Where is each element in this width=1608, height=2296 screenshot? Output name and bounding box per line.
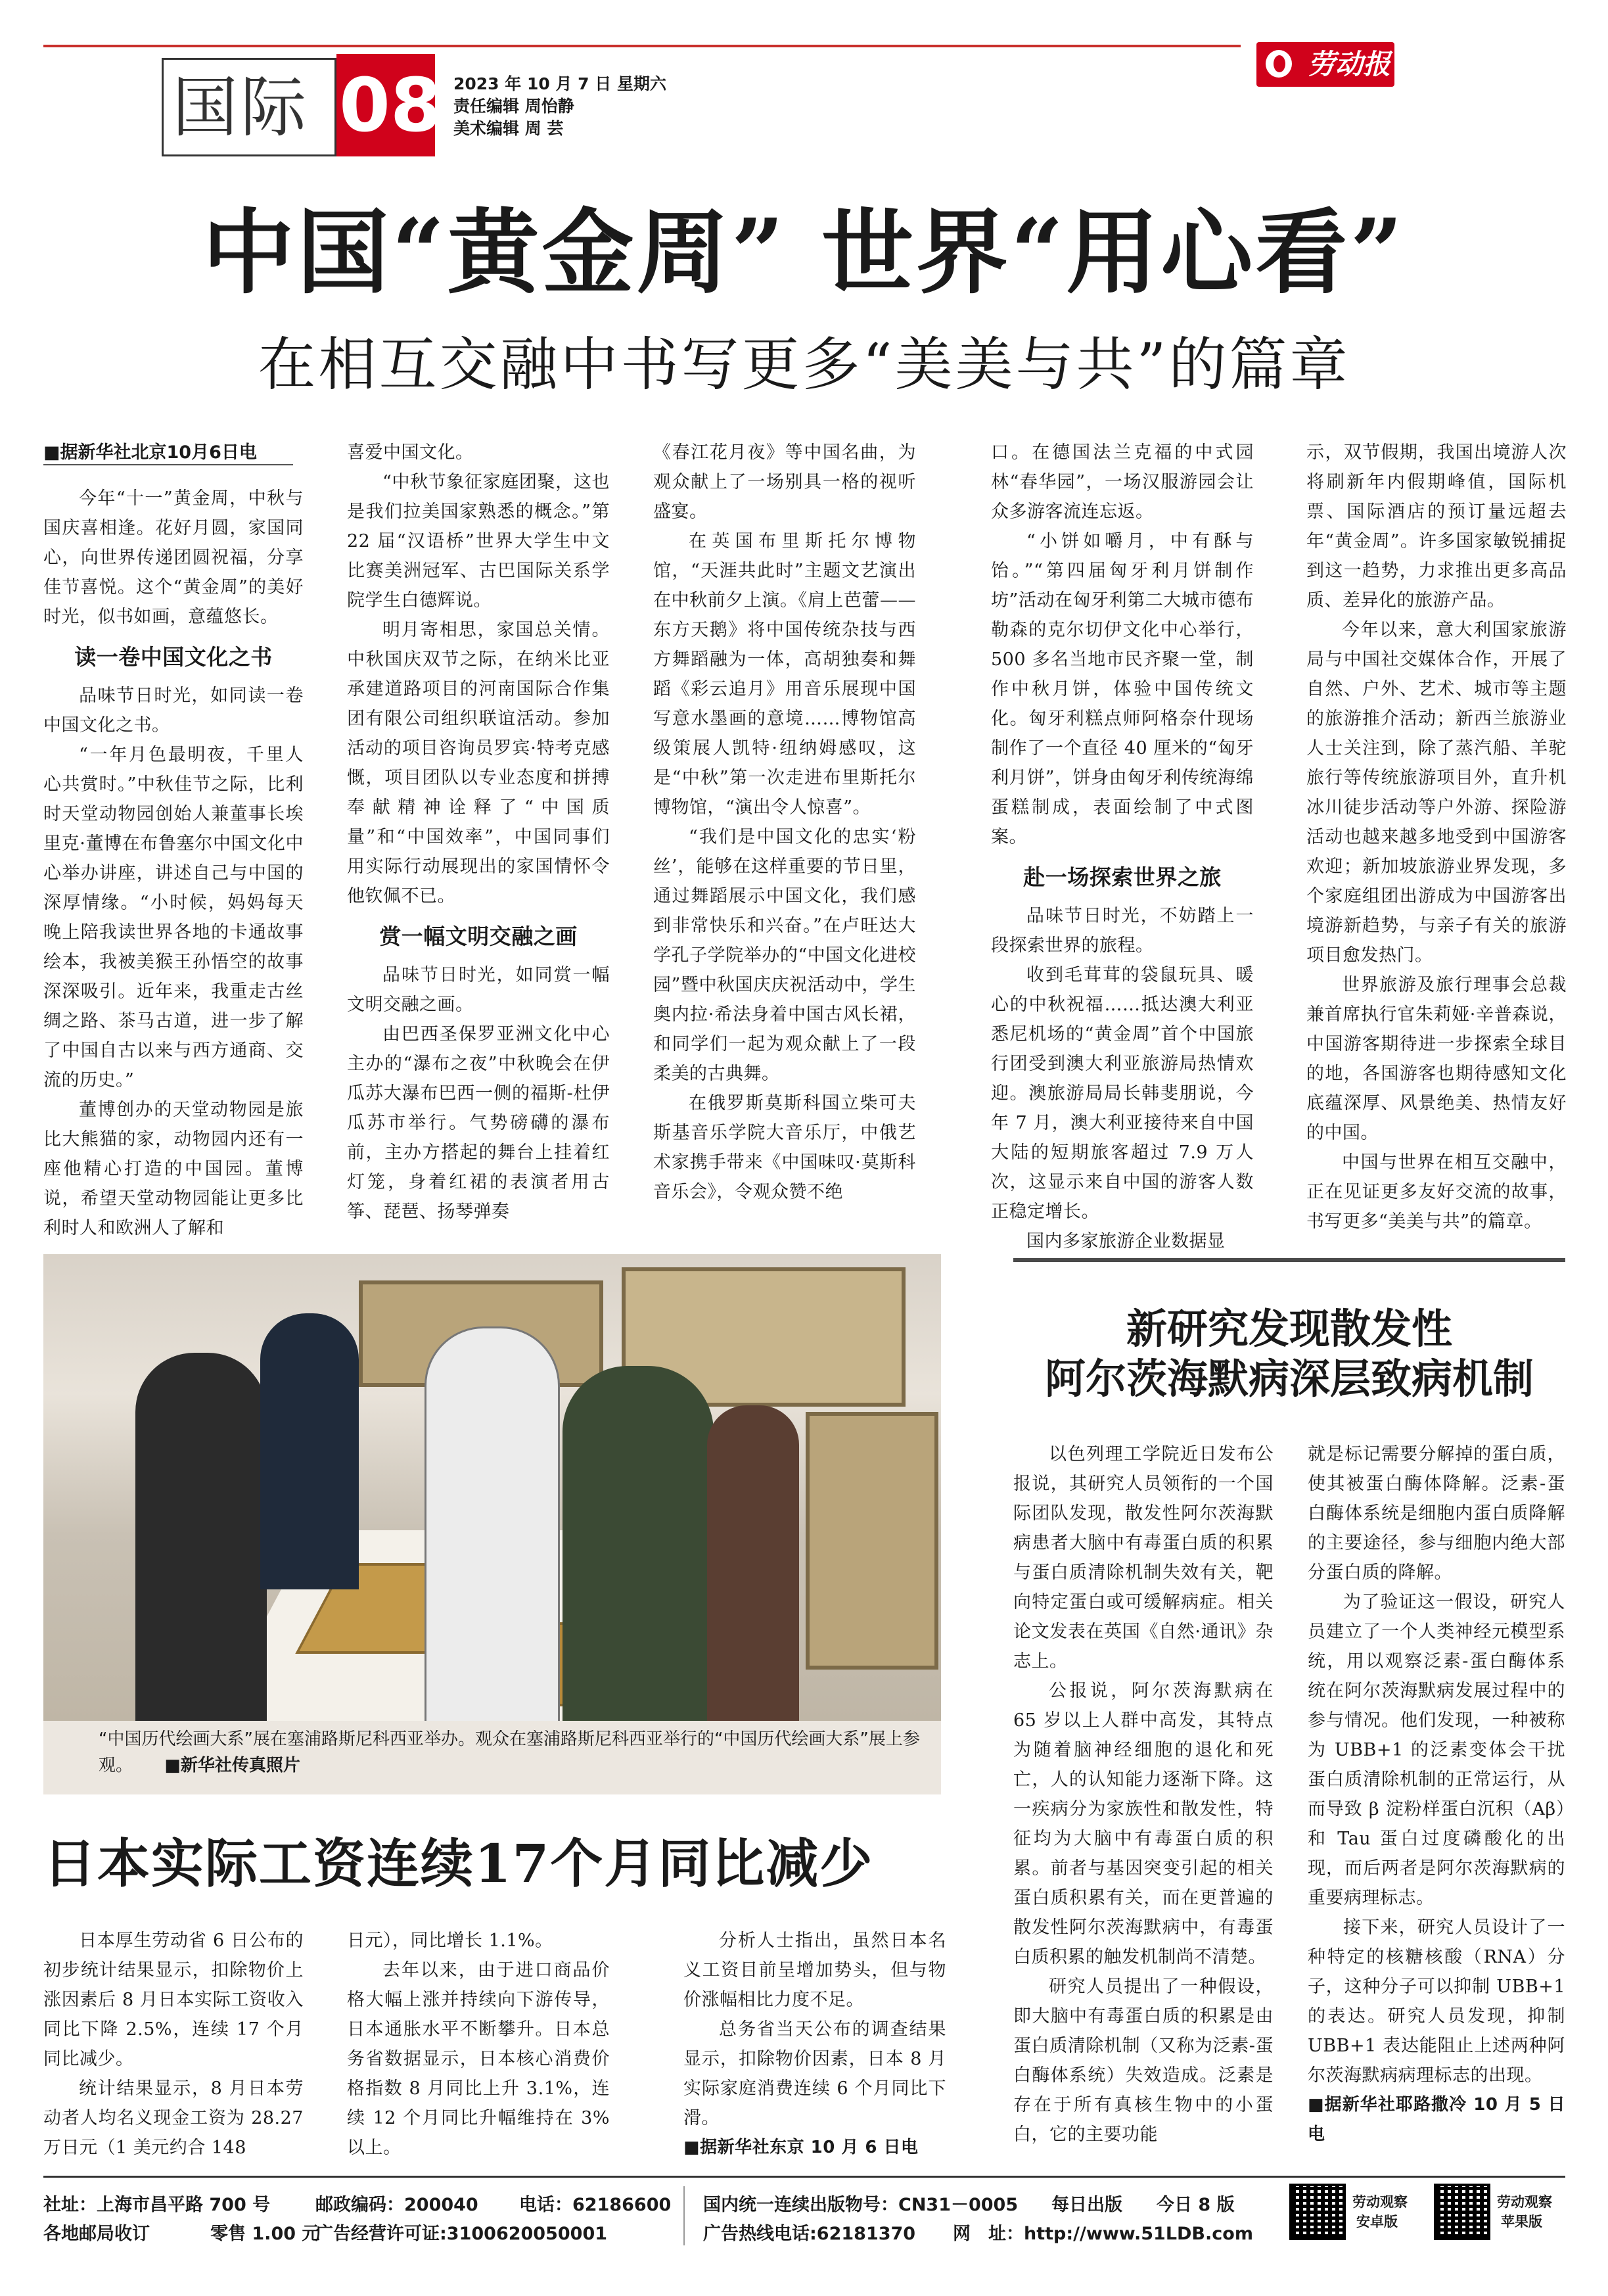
paper-name: 劳动报 <box>1308 48 1391 80</box>
alz-credit: ■据新华社耶路撒冷 10 月 5 日电 <box>1308 2095 1565 2144</box>
paragraph: 收到毛茸茸的袋鼠玩具、暖心的中秋祝福……抵达澳大利亚悉尼机场的“黄金周”首个中国旅行团受到澳大利亚旅游局热情欢迎。澳旅游局局长韩斐朋说，今年 7 月，澳大利亚接待来自中国大陆的短期旅客超过 7.9 万人次，这显示来自中国的游客人数正稳定增长。 <box>991 965 1254 1222</box>
japan-headline: 日本实际工资连续17个月同比减少 <box>43 1833 874 1894</box>
paragraph: “中秋节象征家庭团聚，这也是我们拉美国家熟悉的概念。”第 22 届“汉语桥”世界大学生中文比赛美洲冠军、古巴国际关系学院学生白德辉说。 <box>347 472 610 611</box>
footer-website: 网 址：http://www.51LDB.com <box>953 2224 1253 2244</box>
visitor <box>563 1366 714 1721</box>
alz-headline-1: 新研究发现散发性 <box>1126 1305 1452 1353</box>
lead-column-4 <box>991 438 1254 1256</box>
paragraph: 由巴西圣保罗亚洲文化中心主办的“瀑布之夜”中秋晚会在伊瓜苏大瀑布巴西一侧的福斯-杜伊瓜苏市举行。气势磅礴的瀑布前，主办方搭起的舞台上挂着红灯笼，身着红裙的表演者用古筝、琵琶、扬琴弹奏 <box>347 1024 610 1222</box>
footer-rule <box>43 2176 1565 2178</box>
qr2-label-2: 苹果版 <box>1501 2214 1542 2230</box>
footer-address: 社址：上海市昌平路 700 号 <box>43 2195 271 2215</box>
paragraph: 去年以来，由于进口商品价格大幅上涨并持续向下游传导，日本通胀水平不断攀升。日本总务省数据显示，日本核心消费价格指数 8 月同比上升 3.1%，连续 12 个月同比升幅维持在 3%以上。 <box>347 1960 610 2158</box>
paragraph: 就是标记需要分解掉的蛋白质，使其被蛋白酶体降解。泛素-蛋白酶体系统是细胞内蛋白质降解的主要途径，参与细胞内绝大部分蛋白质的降解。 <box>1308 1444 1565 1583</box>
lead-subheadline: 在相互交融中书写更多“美美与共”的篇章 <box>258 331 1350 398</box>
paragraph: 研究人员提出了一种假设，即大脑中有毒蛋白质的积累是由蛋白质清除机制（又称为泛素-蛋白酶体系统）失效造成。泛素是存在于所有真核生物中的小蛋白，它的主要功能 <box>1013 1977 1274 2145</box>
section-name: 国际 <box>172 69 309 146</box>
footer-price: 零售 1.00 元 <box>210 2224 320 2244</box>
paragraph: 品味节日时光，不妨踏上一段探索世界的旅程。 <box>991 906 1254 956</box>
paragraph: 在俄罗斯莫斯科国立柴可夫斯基音乐学院大音乐厅，中俄艺术家携手带来《中国味叹·莫斯科音乐会》，令观众赞不绝 <box>653 1093 916 1202</box>
visitor <box>260 1313 359 1589</box>
lead-byline: ■据新华社北京10月6日电 <box>43 442 257 463</box>
qr-code-android-icon[interactable] <box>1289 2184 1346 2240</box>
visitor <box>425 1326 560 1721</box>
paragraph: 《春江花月夜》等中国名曲，为观众献上了一场别具一格的视听盛宴。 <box>653 442 916 522</box>
paragraph: 公报说，阿尔茨海默病在 65 岁以上人群中高发，其特点为随着脑神经细胞的退化和死亡，人的认知能力逐渐下降。这一疾病分为家族性和散发性，特征均为大脑中有毒蛋白质的积累。前者与基因突变引起的相关蛋白质积累有关，而在更普遍的散发性阿尔茨海默病中，有毒蛋白质积累的触发机制尚不清楚。 <box>1013 1681 1274 1967</box>
top-rule <box>43 45 1241 47</box>
visitor <box>135 1353 267 1721</box>
lead-column-5 <box>1306 438 1567 1236</box>
subheading-admire: 赏一幅文明交融之画 <box>379 924 578 949</box>
japan-column-2 <box>347 1926 610 2163</box>
footer-pages: 今日 8 版 <box>1157 2195 1235 2215</box>
alz-headline-2: 阿尔茨海默病深层致病机制 <box>1044 1355 1534 1403</box>
footer-divider <box>683 2186 685 2245</box>
footer-ad-hotline: 广告热线电话:62181370 <box>703 2224 916 2244</box>
paragraph: 日元），同比增长 1.1%。 <box>347 1931 553 1951</box>
page-number: 08 <box>339 63 442 149</box>
lead-column-2 <box>347 438 610 1227</box>
paragraph: 董博创办的天堂动物园是旅比大熊猫的家，动物园内还有一座他精心打造的中国园。董博说，希望天堂动物园能让更多比利时人和欧洲人了解和 <box>43 1100 304 1238</box>
byline-rule <box>43 464 293 465</box>
lead-column-3 <box>653 438 916 1207</box>
japan-credit: ■据新华社东京 10 月 6 日电 <box>683 2138 919 2157</box>
paragraph: 今年“十一”黄金周，中秋与国庆喜相逢。花好月圆，家国同心，向世界传递团圆祝福，分享佳节喜悦。这个“黄金周”的美好时光，似书如画，意蕴悠长。 <box>43 488 304 627</box>
photo-caption <box>99 1726 920 1779</box>
paragraph: 为了验证这一假设，研究人员建立了一个人类神经元模型系统，用以观察泛素-蛋白酶体系统在阿尔茨海默病发展过程中的参与情况。他们发现，一种被称为 UBB+1 的泛素变体会干扰蛋白质清除机制的正常运行，从而导致 β 淀粉样蛋白沉积（Aβ）和 Tau 蛋白过度磷酸化的出现，而后两者是阿尔茨海默病的重要病理标志。 <box>1308 1592 1565 1908</box>
paragraph: 总务省当天公布的调查结果显示，扣除物价因素，日本 8 月实际家庭消费连续 6 个月同比下滑。 <box>683 2019 946 2128</box>
paragraph: 日本厚生劳动省 6 日公布的初步统计结果显示，扣除物价上涨因素后 8 月日本实际工资收入同比下降 2.5%，连续 17 个月同比减少。 <box>43 1931 304 2069</box>
qr2-label-1: 劳动观察 <box>1497 2194 1552 2210</box>
paragraph: “小饼如嚼月，中有酥与饴。”“第四届匈牙利月饼制作坊”活动在匈牙利第二大城市德布勒森的克尔切伊文化中心举行，500 多名当地市民齐聚一堂，制作中秋月饼，体验中国传统文化。匈牙利糕点师阿格奈什现场制作了一个直径 40 厘米的“匈牙利月饼”，饼身由匈牙利传统海绵蛋糕制成，表面绘制了中式图案。 <box>991 531 1254 847</box>
art-editor-credit: 美术编辑 周 芸 <box>453 119 564 138</box>
paragraph: 口。在德国法兰克福的中式园林“春华园”，一场汉服游园会让众多游客流连忘返。 <box>991 442 1254 522</box>
issue-date: 2023 年 10 月 7 日 星期六 <box>453 74 666 93</box>
paragraph: 今年以来，意大利国家旅游局与中国社交媒体合作，开展了自然、户外、艺术、城市等主题的旅游推介活动；新西兰旅游业人士关注到，除了蒸汽船、羊驼旅行等传统旅游项目外，直升机冰川徒步活动等户外游、探险游活动也越来越多地受到中国游客欢迎；新加坡旅游业界发现，多个家庭组团出游成为中国游客出境游新趋势，与亲子有关的旅游项目愈发热门。 <box>1306 620 1567 966</box>
footer-ad-license: 广告经营许可证:3100620050001 <box>315 2224 608 2244</box>
alz-column-1 <box>1013 1440 1274 2149</box>
paragraph: 中国与世界在相互交融中，正在见证更多友好交流的故事，书写更多“美美与共”的篇章。 <box>1306 1152 1567 1232</box>
paragraph: 分析人士指出，虽然日本名义工资目前呈增加势头，但与物价涨幅相比力度不足。 <box>683 1931 946 2010</box>
paragraph: 以色列理工学院近日发布公报说，其研究人员领衔的一个国际团队发现，散发性阿尔茨海默病患者大脑中有毒蛋白质的积累与蛋白质清除机制失效有关，靶向特定蛋白或可缓解病症。相关论文发表在英国《自然·通讯》杂志上。 <box>1013 1444 1274 1672</box>
footer-daily: 每日出版 <box>1051 2195 1122 2215</box>
qr1-label-2: 安卓版 <box>1356 2214 1398 2230</box>
paragraph: “一年月色最明夜，千里人心共赏时。”中秋佳节之际，比利时天堂动物园创始人兼董事长埃里克·董博在布鲁塞尔中国文化中心举办讲座，讲述自己与中国的深厚情缘。“小时候，妈妈每天晚上陪我读世界各地的卡通故事绘本，我被美猴王孙悟空的故事深深吸引。近年来，我重走古丝绸之路、茶马古道，进一步了解了中国自古以来与西方通商、交流的历史。” <box>43 745 304 1090</box>
paragraph: 统计结果显示，8 月日本劳动者人均名义现金工资为 28.27 万日元（1 美元约合 148 <box>43 2078 304 2158</box>
paragraph: 明月寄相思，家国总关情。中秋国庆双节之际，在纳米比亚承建道路项目的河南国际合作集团有限公司组织联谊活动。参加活动的项目咨询员罗宾·特考克感慨，项目团队以专业态度和拼搏奉献精神诠释了“中国质量”和“中国效率”，中国同事们用实际行动展现出的家国情怀令他钦佩不已。 <box>347 620 610 906</box>
alz-column-2 <box>1308 1440 1565 2149</box>
lead-headline: 中国“黄金周” 世界“用心看” <box>202 199 1406 307</box>
exhibition-photo <box>43 1254 941 1721</box>
paragraph: 品味节日时光，如同读一卷中国文化之书。 <box>43 686 304 736</box>
paper-logo <box>1256 42 1394 87</box>
editor-credit: 责任编辑 周怡静 <box>453 97 574 116</box>
paragraph: 示，双节假期，我国出境游人次将刷新年内假期峰值，国际机票、国际酒店的预订量远超去年“黄金周”。许多国家敏锐捕捉到这一趋势，力求推出更多高品质、差异化的旅游产品。 <box>1306 442 1567 611</box>
paragraph: 在英国布里斯托尔博物馆，“天涯共此时”主题文艺演出在中秋前夕上演。《肩上芭蕾——东方天鹅》将中国传统杂技与西方舞蹈融为一体，高胡独奏和舞蹈《彩云追月》用音乐展现中国写意水墨画的意境……博物馆高级策展人凯特·纽纳姆感叹，这是“中秋”第一次走进布里斯托尔博物馆，“演出令人惊喜”。 <box>653 531 916 818</box>
paragraph: “我们是中国文化的忠实‘粉丝’，能够在这样重要的节日里，通过舞蹈展示中国文化，我们感到非常快乐和兴奋。”在卢旺达大学孔子学院举办的“中国文化进校园”暨中秋国庆庆祝活动中，学生奥内拉·希法身着中国古风长裙，和同学们一起为观众献上了一段柔美的古典舞。 <box>653 827 916 1084</box>
subheading-explore: 赴一场探索世界之旅 <box>1023 864 1222 890</box>
paragraph: 世界旅游及旅行理事会总裁兼首席执行官朱莉娅·辛普森说，中国游客期待进一步探索全球目的地，各国游客也期待感知文化底蕴深厚、风景绝美、热情友好的中国。 <box>1306 975 1567 1143</box>
qr1-label-1: 劳动观察 <box>1352 2194 1408 2210</box>
footer-phone: 电话：62186600 <box>519 2195 672 2215</box>
lead-column-1 <box>43 484 304 1243</box>
japan-column-1 <box>43 1926 304 2163</box>
paragraph: 品味节日时光，如同赏一幅文明交融之画。 <box>347 965 610 1015</box>
footer-subscribe: 各地邮局收订 <box>43 2224 150 2244</box>
photo-caption-text: “中国历代绘画大系”展在塞浦路斯尼科西亚举办。观众在塞浦路斯尼科西亚举行的“中国历代绘画大系”展上参观。 <box>99 1729 920 1775</box>
paragraph: 国内多家旅游企业数据显 <box>1026 1231 1226 1252</box>
japan-column-3 <box>683 1926 946 2163</box>
footer-postcode: 邮政编码：200040 <box>315 2195 478 2215</box>
paragraph: 喜爱中国文化。 <box>347 442 474 463</box>
qr-code-ios-icon[interactable] <box>1434 2184 1490 2240</box>
subheading-read: 读一卷中国文化之书 <box>74 644 273 670</box>
wall-painting <box>806 1412 938 1670</box>
visitor <box>707 1405 799 1721</box>
footer-issn: 国内统一连续出版物号：CN31－0005 <box>703 2195 1019 2215</box>
paragraph: 接下来，研究人员设计了一种特定的核糖核酸（RNA）分子，这种分子可以抑制 UBB+1 的表达。研究人员发现，抑制 UBB+1 表达能阻止上述两种阿尔茨海默病病理标志的出现。 <box>1308 1917 1565 2086</box>
alz-top-rule <box>1013 1258 1565 1262</box>
photo-credit: ■新华社传真照片 <box>164 1756 300 1775</box>
